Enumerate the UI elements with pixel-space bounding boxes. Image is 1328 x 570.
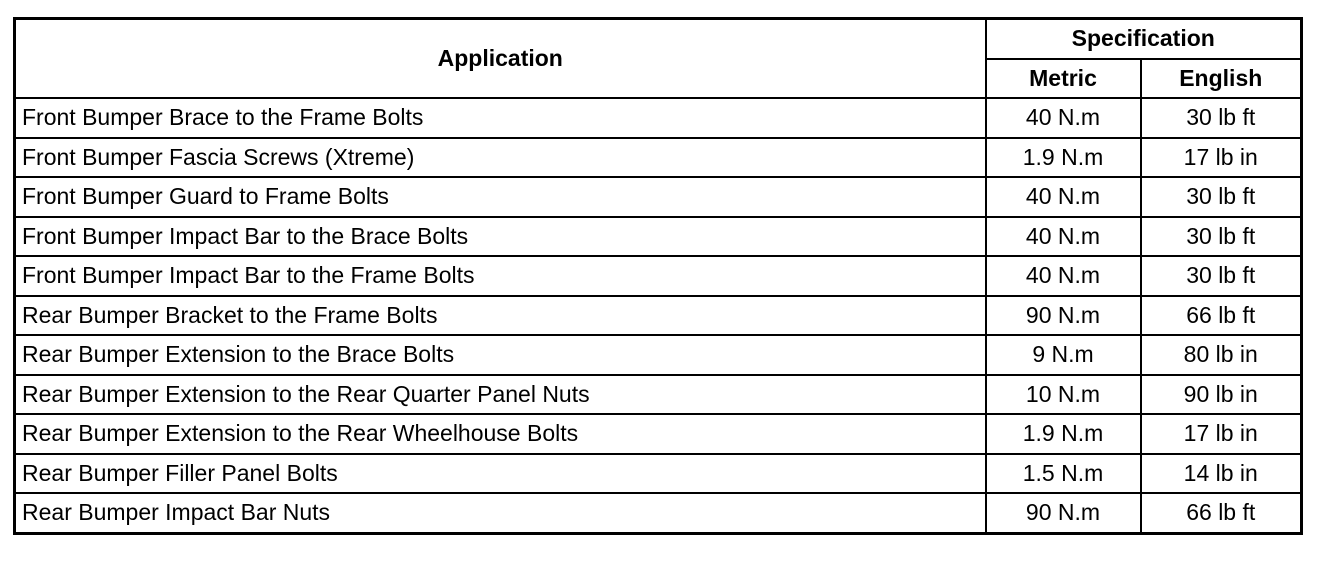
- fastener-spec-table: [13, 17, 1303, 535]
- english-cell: 30 lb ft: [1141, 177, 1302, 217]
- header-row-top: [15, 19, 1302, 59]
- table-row: [15, 414, 1302, 454]
- metric-cell: 40 N.m: [986, 217, 1141, 257]
- metric-cell: 40 N.m: [986, 177, 1141, 217]
- application-cell: Front Bumper Impact Bar to the Frame Bolts: [15, 256, 986, 296]
- application-cell: Front Bumper Fascia Screws (Xtreme): [15, 138, 986, 178]
- english-cell: 17 lb in: [1141, 414, 1302, 454]
- application-cell: Front Bumper Impact Bar to the Brace Bolts: [15, 217, 986, 257]
- metric-cell: 90 N.m: [986, 493, 1141, 533]
- english-cell: 30 lb ft: [1141, 217, 1302, 257]
- application-cell: Front Bumper Brace to the Frame Bolts: [15, 98, 986, 138]
- table-row: [15, 177, 1302, 217]
- header-application: Application: [15, 19, 986, 99]
- metric-cell: 40 N.m: [986, 256, 1141, 296]
- english-cell: 17 lb in: [1141, 138, 1302, 178]
- table-row: [15, 138, 1302, 178]
- table-row: [15, 256, 1302, 296]
- header-specification: Specification: [986, 19, 1302, 59]
- metric-cell: 1.5 N.m: [986, 454, 1141, 494]
- table-row: [15, 375, 1302, 415]
- table-row: [15, 493, 1302, 533]
- english-cell: 30 lb ft: [1141, 256, 1302, 296]
- application-cell: Rear Bumper Extension to the Rear Quarter Panel Nuts: [15, 375, 986, 415]
- metric-cell: 1.9 N.m: [986, 138, 1141, 178]
- metric-cell: 1.9 N.m: [986, 414, 1141, 454]
- application-cell: Rear Bumper Filler Panel Bolts: [15, 454, 986, 494]
- english-cell: 66 lb ft: [1141, 296, 1302, 336]
- table-header: [15, 19, 1302, 99]
- metric-cell: 90 N.m: [986, 296, 1141, 336]
- application-cell: Rear Bumper Impact Bar Nuts: [15, 493, 986, 533]
- metric-cell: 10 N.m: [986, 375, 1141, 415]
- english-cell: 90 lb in: [1141, 375, 1302, 415]
- metric-cell: 9 N.m: [986, 335, 1141, 375]
- english-cell: 66 lb ft: [1141, 493, 1302, 533]
- header-english: English: [1141, 59, 1302, 99]
- application-cell: Rear Bumper Extension to the Brace Bolts: [15, 335, 986, 375]
- english-cell: 14 lb in: [1141, 454, 1302, 494]
- table-row: [15, 98, 1302, 138]
- english-cell: 30 lb ft: [1141, 98, 1302, 138]
- table-row: [15, 454, 1302, 494]
- table-row: [15, 217, 1302, 257]
- table-row: [15, 296, 1302, 336]
- table-body: [15, 98, 1302, 533]
- application-cell: Rear Bumper Bracket to the Frame Bolts: [15, 296, 986, 336]
- metric-cell: 40 N.m: [986, 98, 1141, 138]
- english-cell: 80 lb in: [1141, 335, 1302, 375]
- application-cell: Front Bumper Guard to Frame Bolts: [15, 177, 986, 217]
- header-metric: Metric: [986, 59, 1141, 99]
- table-row: [15, 335, 1302, 375]
- application-cell: Rear Bumper Extension to the Rear Wheelhouse Bolts: [15, 414, 986, 454]
